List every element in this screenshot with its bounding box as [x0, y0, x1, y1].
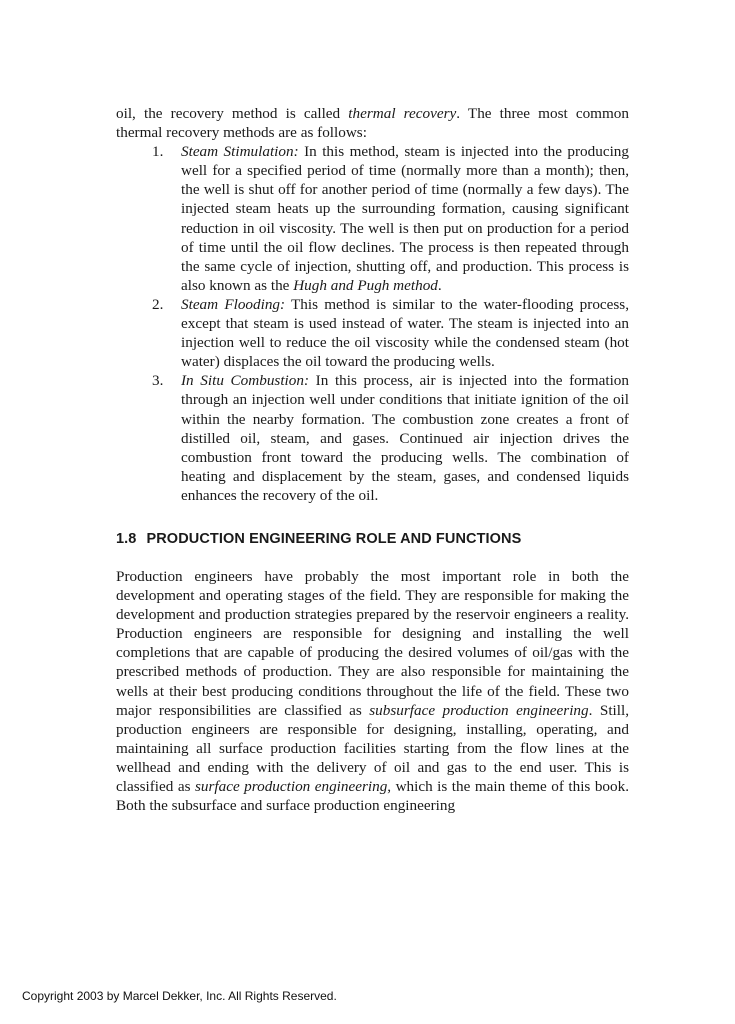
copyright-notice: Copyright 2003 by Marcel Dekker, Inc. All Rights Reserved.: [22, 989, 337, 1003]
paragraph-text-1: Production engineers have probably the most important role in both the development and operating stages of the field. They are responsible for making the development and production strategies prepared by the reservoir engineers a reality. Production engineers are responsible for designing and installing the well completions that are capable of producing the desired volumes of oil/gas with the prescribed methods of production. They are also responsible for maintaining the wells at their best producing conditions throughout the life of the field. These two major responsibilities are classified as: [116, 567, 629, 719]
list-item-emphasis: Hugh and Pugh method: [293, 276, 438, 294]
list-item-tail: .: [437, 276, 442, 294]
section-title: PRODUCTION ENGINEERING ROLE AND FUNCTIONS: [146, 530, 522, 547]
list-item-number: 1.: [152, 143, 164, 161]
paragraph-emphasis-2: surface production engineering: [194, 778, 388, 795]
intro-text-1: oil, the recovery method is called: [116, 105, 349, 122]
thermal-methods-list: [116, 142, 629, 505]
intro-paragraph: [116, 104, 629, 142]
body-paragraph: [116, 567, 629, 815]
list-item: [116, 142, 629, 295]
page-content: [116, 104, 629, 815]
list-item: [116, 371, 629, 505]
paragraph-emphasis-1: subsurface production engineering: [369, 701, 589, 719]
paragraph-text-2: . Still, production engineers are responsible for designing, installing, operating, and maintaining all surface production facilities starting from the flow lines at the wellhead and ending with the delivery of oil and gas to the end user. This is classified as: [116, 701, 630, 795]
list-item-text: In this method, steam is injected into the producing well for a specified period of time (normally more than a month); then, the well is shut off for another period of time (normally a few days). The injected steam heats up the surrounding formation, causing significant reduction in oil viscosity. The well is then put on production for a period of time until the oil flow declines. The process is then repeated through the same cycle of injection, shutting off, and production. This process is also known as the: [181, 143, 629, 294]
paragraph-text-3: , which is the main theme of this book. Both the subsurface and surface production engineering: [116, 778, 630, 815]
list-item-text: In this process, air is injected into the formation through an injection well under conditions that initiate ignition of the oil within the nearby formation. The combustion zone creates a front of distilled oil, steam, and gases. Continued air injection drives the combustion front toward the producing wells. The combination of heating and displacement by the steam, gases, and condensed liquids enhances the recovery of the oil.: [181, 372, 629, 504]
intro-text-2: . The three most common thermal recovery methods are as follows:: [116, 105, 629, 142]
list-item-term: Steam Flooding:: [181, 295, 286, 313]
list-item-number: 2.: [152, 295, 164, 313]
list-item-term: In Situ Combustion:: [181, 372, 310, 390]
intro-emphasis: thermal recovery: [348, 105, 457, 122]
list-item-text: This method is similar to the water-flooding process, except that steam is used instead of water. The steam is injected into an injection well to reduce the oil viscosity while the condensed steam (hot water) displaces the oil toward the producing wells.: [181, 295, 630, 371]
list-item-term: Steam Stimulation:: [181, 143, 299, 161]
section-number: 1.8: [116, 530, 137, 547]
list-item: [116, 295, 629, 371]
list-item-number: 3.: [152, 372, 164, 390]
section-heading: [116, 531, 629, 547]
